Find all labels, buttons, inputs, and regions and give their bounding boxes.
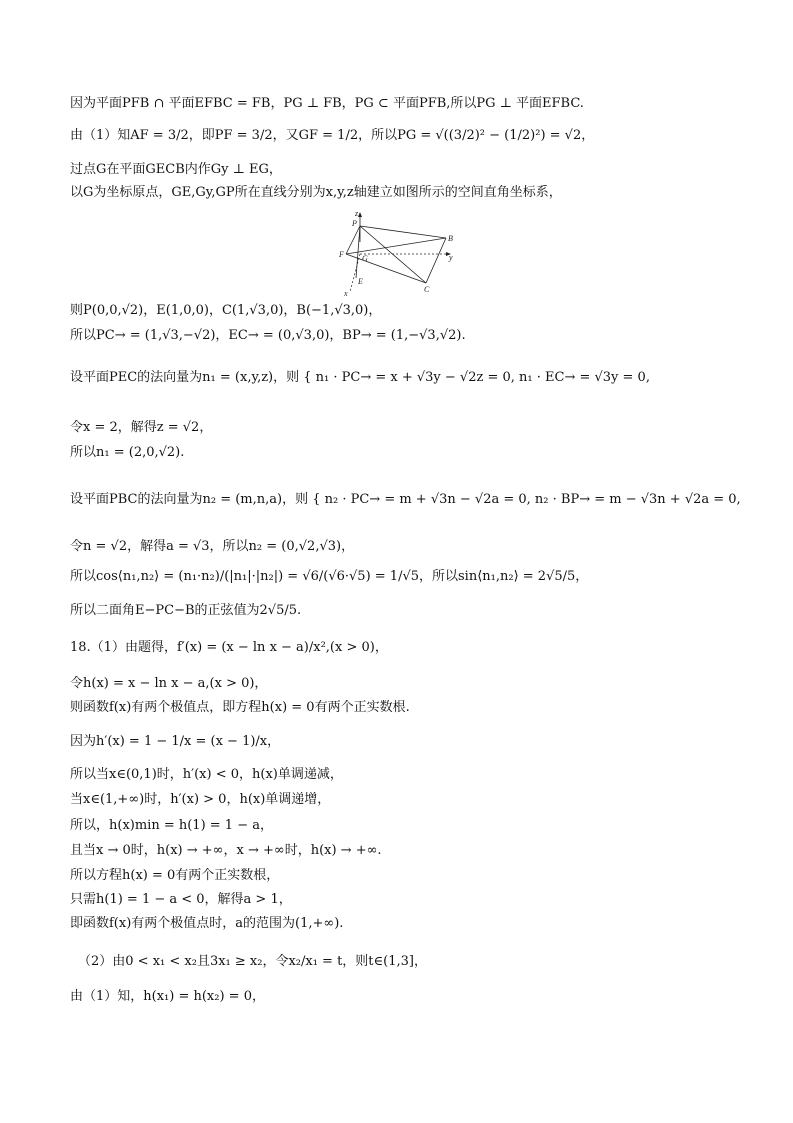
x-axis bbox=[350, 254, 360, 292]
text-line-9: 所以n₁ = (2,0,√2). bbox=[70, 445, 185, 460]
text-line-6: 所以PC→ = (1,√3,−√2)，EC→ = (0,√3,0)，BP→ = (1,−√3,√2). bbox=[70, 328, 466, 343]
text-line-4: 以G为坐标原点，GE,Gy,GP所在直线分别为x,y,z轴建立如图所示的空间直角坐标系， bbox=[70, 185, 562, 200]
edge-fb bbox=[346, 238, 446, 254]
text-line-15: 令h(x) = x − ln x − a,(x > 0)， bbox=[70, 676, 268, 691]
text-line-11: 令n = √2，解得a = √3，所以n₂ = (0,√2,√3)， bbox=[70, 539, 355, 554]
text-line-1: 因为平面PFB ∩ 平面EFBC = FB，PG ⊥ FB，PG ⊂ 平面PFB,所以PG ⊥ 平面EFBC. bbox=[70, 96, 584, 111]
text-line-7: 设平面PEC的法向量为n₁ = (x,y,z)，则 { n₁ · PC→ = x + √3y − √2z = 0, n₁ · EC→ = √3y = 0, bbox=[70, 370, 650, 385]
text-line-17: 因为h′(x) = 1 − 1/x = (x − 1)/x， bbox=[70, 734, 281, 749]
text-line-26: 由（1）知，h(x₁) = h(x₂) = 0， bbox=[70, 989, 265, 1004]
text-line-8: 令x = 2，解得z = √2， bbox=[70, 420, 213, 435]
text-line-21: 且当x → 0时，h(x) → +∞，x → +∞时，h(x) → +∞. bbox=[70, 843, 382, 858]
text-line-20: 所以，h(x)min = h(1) = 1 − a， bbox=[70, 818, 273, 833]
text-line-14: 18.（1）由题得，f′(x) = (x − ln x − a)/x²,(x > 0)， bbox=[70, 640, 388, 655]
label-g: G bbox=[362, 254, 368, 263]
label-p: P bbox=[352, 219, 357, 228]
text-line-5: 则P(0,0,√2)，E(1,0,0)，C(1,√3,0)，B(−1,√3,0)， bbox=[70, 303, 382, 318]
label-f: F bbox=[339, 250, 344, 259]
label-x: x bbox=[344, 289, 348, 296]
text-line-13: 所以二面角E−PC−B的正弦值为2√5/5. bbox=[70, 603, 302, 618]
text-line-23: 只需h(1) = 1 − a < 0，解得a > 1， bbox=[70, 892, 292, 907]
text-line-12: 所以cos⟨n₁,n₂⟩ = (n₁·n₂)/(|n₁|·|n₂|) = √6/(√6·√5) = 1/√5，所以sin⟨n₁,n₂⟩ = 2√5/5， bbox=[70, 569, 589, 584]
label-b: B bbox=[448, 234, 453, 243]
text-line-22: 所以方程h(x) = 0有两个正实数根， bbox=[70, 868, 280, 883]
edge-pb bbox=[360, 226, 446, 238]
text-line-10: 设平面PBC的法向量为n₂ = (m,n,a)，则 { n₂ · PC→ = m + √3n − √2a = 0, n₂ · BP→ = m − √3n + √2a = 0, bbox=[70, 492, 741, 507]
text-line-16: 则函数f(x)有两个极值点，即方程h(x) = 0有两个正实数根. bbox=[70, 700, 410, 715]
edge-pc bbox=[360, 226, 426, 283]
edge-cb bbox=[426, 238, 446, 283]
text-line-24: 即函数f(x)有两个极值点时，a的范围为(1,+∞). bbox=[70, 916, 344, 931]
coordinate-system-figure bbox=[336, 208, 460, 296]
text-line-18: 所以当x∈(0,1)时，h′(x) < 0，h(x)单调递减， bbox=[70, 767, 343, 782]
label-y: y bbox=[449, 253, 453, 262]
text-line-3: 过点G在平面GECB内作Gy ⊥ EG， bbox=[70, 162, 282, 177]
label-e: E bbox=[358, 277, 363, 286]
z-arrow-icon bbox=[358, 212, 362, 217]
text-line-19: 当x∈(1,+∞)时，h′(x) > 0，h(x)单调递增， bbox=[70, 792, 331, 807]
text-line-2: 由（1）知AF = 3/2，即PF = 3/2，又GF = 1/2，所以PG = √((3/2)² − (1/2)²) = √2， bbox=[70, 128, 595, 143]
text-line-25: （2）由0 < x₁ < x₂且3x₁ ≥ x₂，令x₂/x₁ = t，则t∈(1,3]， bbox=[78, 954, 427, 969]
label-c: C bbox=[424, 285, 430, 294]
label-z: z bbox=[355, 209, 359, 218]
